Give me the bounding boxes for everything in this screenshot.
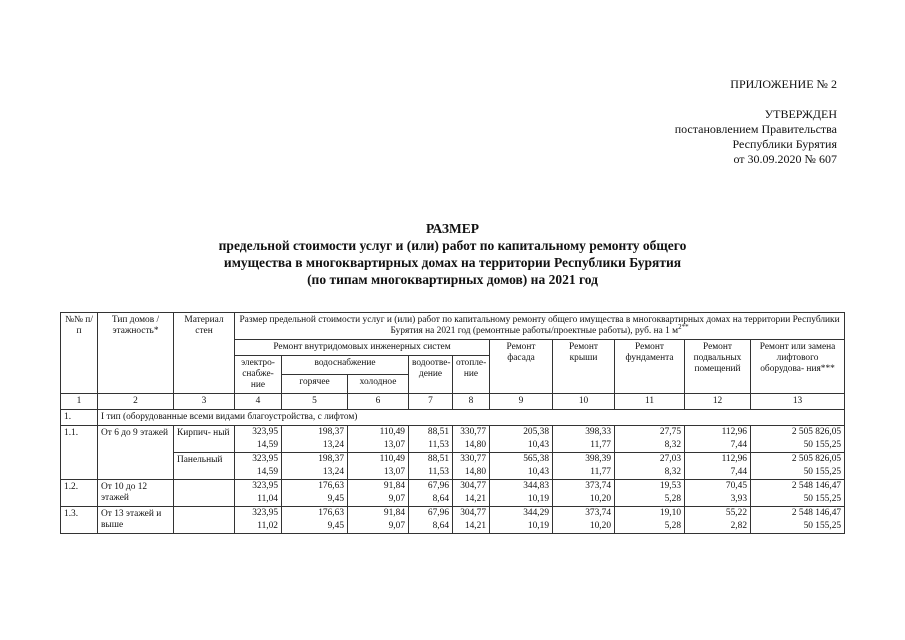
value-cell: 91,84 (348, 480, 409, 494)
value-cell: 330,77 (453, 426, 490, 440)
decree-line-3: от 30.09.2020 № 607 (733, 152, 837, 166)
value-cell: 205,38 (490, 426, 553, 440)
value-cell: 10,19 (490, 493, 553, 507)
value-cell: 323,95 (235, 480, 282, 494)
value-cell: 14,80 (453, 439, 490, 453)
value-cell: 110,49 (348, 426, 409, 440)
value-cell: 2 505 826,05 (751, 426, 845, 440)
value-cell: 323,95 (235, 453, 282, 467)
header-cold: холодное (348, 375, 409, 394)
value-cell: 304,77 (453, 507, 490, 521)
value-cell: 198,37 (282, 426, 348, 440)
value-cell: 8,64 (409, 493, 453, 507)
value-cell: 27,75 (615, 426, 685, 440)
row-num-1-1: 1.1. (61, 426, 98, 480)
row-num-1-3: 1.3. (61, 507, 98, 534)
column-numbers-row (61, 394, 845, 410)
value-cell: 5,28 (615, 493, 685, 507)
value-cell: 11,04 (235, 493, 282, 507)
value-cell: 10,20 (553, 493, 615, 507)
document-title (0, 220, 905, 288)
column-number-cell: 5 (282, 394, 348, 410)
title-line-3: имущества в многоквартирных домах на территории Республики Бурятия (223, 255, 682, 270)
value-cell: 8,32 (615, 466, 685, 480)
value-cell: 9,45 (282, 493, 348, 507)
value-cell: 323,95 (235, 507, 282, 521)
value-cell: 373,74 (553, 507, 615, 521)
column-number-cell: 7 (409, 394, 453, 410)
value-cell: 88,51 (409, 453, 453, 467)
header-internal-systems: Ремонт внутридомовых инженерных систем (235, 340, 490, 356)
table-row (61, 480, 845, 494)
section-title: I тип (оборудованные всеми видами благоустройства, с лифтом) (98, 410, 845, 426)
value-cell: 67,96 (409, 480, 453, 494)
column-number-cell: 12 (685, 394, 751, 410)
value-cell: 304,77 (453, 480, 490, 494)
header-material: Материал стен (174, 313, 235, 394)
appendix-text: ПРИЛОЖЕНИЕ № 2 (730, 77, 837, 91)
value-cell: 14,21 (453, 493, 490, 507)
approved-text: УТВЕРЖДЕН (764, 107, 837, 121)
header-foundation: Ремонт фундамента (615, 340, 685, 394)
value-cell: 344,83 (490, 480, 553, 494)
column-number-cell: 1 (61, 394, 98, 410)
value-cell: 50 155,25 (751, 439, 845, 453)
header-size (235, 313, 845, 340)
header-row-1 (61, 313, 845, 340)
row-num-1-2: 1.2. (61, 480, 98, 507)
value-cell: 10,43 (490, 466, 553, 480)
value-cell: 19,10 (615, 507, 685, 521)
header-facade: Ремонт фасада (490, 340, 553, 394)
value-cell: 176,63 (282, 480, 348, 494)
column-number-cell: 3 (174, 394, 235, 410)
section-row (61, 410, 845, 426)
value-cell: 13,07 (348, 466, 409, 480)
column-number-cell: 8 (453, 394, 490, 410)
row-type-1-3: От 13 этажей и выше (98, 507, 174, 534)
value-cell: 55,22 (685, 507, 751, 521)
value-cell: 2 548 146,47 (751, 507, 845, 521)
section-num: 1. (61, 410, 98, 426)
table-row (61, 507, 845, 521)
value-cell: 9,45 (282, 520, 348, 534)
value-cell: 176,63 (282, 507, 348, 521)
column-number-cell: 13 (751, 394, 845, 410)
column-number-cell: 11 (615, 394, 685, 410)
header-num: №№ п/п (61, 313, 98, 394)
value-cell: 7,44 (685, 439, 751, 453)
value-cell: 19,53 (615, 480, 685, 494)
value-cell: 8,64 (409, 520, 453, 534)
appendix-label (730, 77, 837, 92)
value-cell: 91,84 (348, 507, 409, 521)
column-number-cell: 4 (235, 394, 282, 410)
value-cell: 112,96 (685, 453, 751, 467)
header-heat: отопле- ние (453, 356, 490, 394)
value-cell: 5,28 (615, 520, 685, 534)
row-type-1-2: От 10 до 12 этажей (98, 480, 174, 507)
value-cell: 67,96 (409, 507, 453, 521)
header-electro: электро- снабже- ние (235, 356, 282, 394)
value-cell: 10,43 (490, 439, 553, 453)
row-material-empty (174, 480, 235, 507)
value-cell: 88,51 (409, 426, 453, 440)
value-cell: 11,53 (409, 466, 453, 480)
title-line-2: предельной стоимости услуг и (или) работ по капитальному ремонту общего (218, 238, 687, 253)
value-cell: 13,24 (282, 439, 348, 453)
approval-block (675, 107, 837, 167)
value-cell: 398,39 (553, 453, 615, 467)
value-cell: 330,77 (453, 453, 490, 467)
header-size-text: Размер предельной стоимости услуг и (или) работ по капитальному ремонту общего имущества в многоквартирных домах на территории Республики Бурятия на 2021 год (ремонтные работы/проектные работы), руб. на 1 м (239, 315, 840, 336)
header-elevator: Ремонт или замена лифтового оборудова- ния*** (751, 340, 845, 394)
title-line-4: (по типам многоквартирных домов) на 2021 год (307, 272, 598, 287)
value-cell: 50 155,25 (751, 520, 845, 534)
header-type: Тип домов / этажность* (98, 313, 174, 394)
value-cell: 14,21 (453, 520, 490, 534)
row-material-panel: Панельный (174, 453, 235, 480)
value-cell: 2,82 (685, 520, 751, 534)
value-cell: 373,74 (553, 480, 615, 494)
value-cell: 11,77 (553, 439, 615, 453)
row-material-brick: Кирпич- ный (174, 426, 235, 453)
value-cell: 565,38 (490, 453, 553, 467)
value-cell: 112,96 (685, 426, 751, 440)
value-cell: 2 548 146,47 (751, 480, 845, 494)
value-cell: 11,02 (235, 520, 282, 534)
value-cell: 110,49 (348, 453, 409, 467)
value-cell: 323,95 (235, 426, 282, 440)
row-type-1-1: От 6 до 9 этажей (98, 426, 174, 480)
value-cell: 9,07 (348, 493, 409, 507)
header-size-sup: 2** (678, 322, 689, 331)
decree-line-2: Республики Бурятия (732, 137, 837, 151)
column-number-cell: 10 (553, 394, 615, 410)
value-cell: 8,32 (615, 439, 685, 453)
value-cell: 14,80 (453, 466, 490, 480)
value-cell: 13,07 (348, 439, 409, 453)
title-line-1: РАЗМЕР (425, 221, 480, 236)
value-cell: 11,77 (553, 466, 615, 480)
value-cell: 198,37 (282, 453, 348, 467)
value-cell: 398,33 (553, 426, 615, 440)
header-water: водоснабжение (282, 356, 409, 375)
value-cell: 13,24 (282, 466, 348, 480)
header-hot: горячее (282, 375, 348, 394)
value-cell: 9,07 (348, 520, 409, 534)
value-cell: 3,93 (685, 493, 751, 507)
column-number-cell: 6 (348, 394, 409, 410)
value-cell: 70,45 (685, 480, 751, 494)
value-cell: 10,19 (490, 520, 553, 534)
column-number-cell: 2 (98, 394, 174, 410)
value-cell: 344,29 (490, 507, 553, 521)
value-cell: 14,59 (235, 466, 282, 480)
value-cell: 27,03 (615, 453, 685, 467)
header-drain: водоотве- дение (409, 356, 453, 394)
decree-line-1: постановлением Правительства (674, 122, 837, 136)
value-cell: 14,59 (235, 439, 282, 453)
header-roof: Ремонт крыши (553, 340, 615, 394)
table-row (61, 453, 845, 467)
cost-table (60, 312, 845, 534)
header-basement: Ремонт подвальных помещений (685, 340, 751, 394)
value-cell: 50 155,25 (751, 493, 845, 507)
table-row (61, 426, 845, 440)
value-cell: 2 505 826,05 (751, 453, 845, 467)
value-cell: 50 155,25 (751, 466, 845, 480)
row-material-empty (174, 507, 235, 534)
value-cell: 10,20 (553, 520, 615, 534)
value-cell: 7,44 (685, 466, 751, 480)
value-cell: 11,53 (409, 439, 453, 453)
column-number-cell: 9 (490, 394, 553, 410)
